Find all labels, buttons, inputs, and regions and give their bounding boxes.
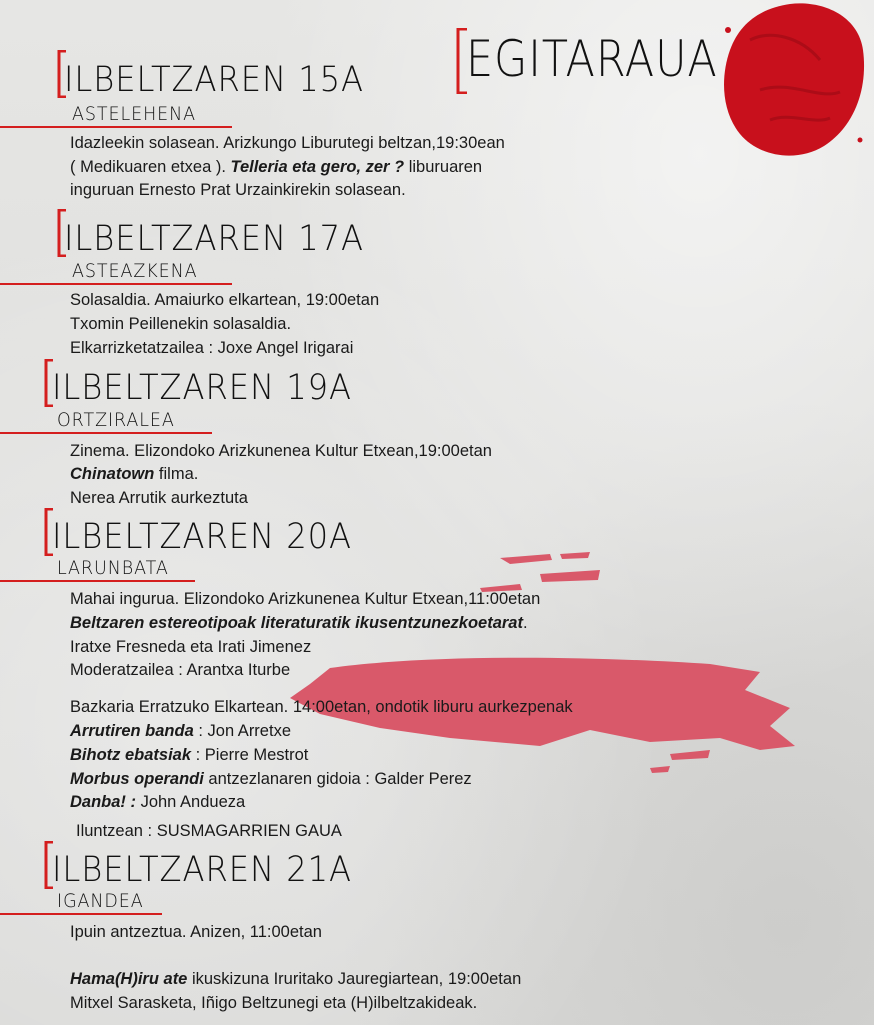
event-line: ( Medikuaren etxea ). Telleria eta gero, zer ? liburuaren [70,158,483,176]
date-heading: ILBELTZAREN 21A [52,850,352,890]
weekday-label: LARUNBATA [57,557,169,579]
event-line: Morbus operandi antzezlanaren gidoia : Galder Perez [70,770,472,788]
event-line: inguruan Ernesto Prat Urzainkirekin solasean. [70,181,406,199]
weekday-label: ORTZIRALEA [57,409,175,431]
date-heading: ILBELTZAREN 17A [64,219,364,259]
event-line: Mahai ingurua. Elizondoko Arizkunenea Kultur Etxean,11:00etan [70,590,541,608]
weekday-underline [0,126,232,128]
event-line: Idazleekin solasean. Arizkungo Liburutegi beltzan,19:30ean [70,134,505,152]
event-line: Iluntzean : SUSMAGARRIEN GAUA [76,822,342,840]
event-line: Ipuin antzeztua. Anizen, 11:00etan [70,923,322,941]
date-heading: ILBELTZAREN 19A [52,368,352,408]
event-line: Zinema. Elizondoko Arizkunenea Kultur Etxean,19:00etan [70,442,492,460]
weekday-underline [0,580,195,582]
event-line: Txomin Peillenekin solasaldia. [70,315,292,333]
weekday-label: ASTELEHENA [72,103,196,125]
event-line: Elkarrizketatzailea : Joxe Angel Irigarai [70,339,354,357]
weekday-label: IGANDEA [57,890,144,912]
event-line: Arrutiren banda : Jon Arretxe [70,722,291,740]
event-line: Bihotz ebatsiak : Pierre Mestrot [70,746,309,764]
event-line: Nerea Arrutik aurkeztuta [70,489,248,507]
page-title: EGITARAUA [466,30,718,88]
date-heading: ILBELTZAREN 15A [64,60,364,100]
red-ink-blot [720,0,865,160]
event-line: Hama(H)iru ate ikuskizuna Iruritako Jauregiartean, 19:00etan [70,970,522,988]
event-line: Bazkaria Erratzuko Elkartean. 14:00etan, ondotik liburu aurkezpenak [70,698,573,716]
event-line: Iratxe Fresneda eta Irati Jimenez [70,638,312,656]
paint-stroke-small [480,548,605,593]
event-line: Beltzaren estereotipoak literaturatik ikusentzunezkoetarat. [70,614,528,632]
weekday-label: ASTEAZKENA [72,260,198,282]
event-line: Moderatzailea : Arantxa Iturbe [70,661,291,679]
weekday-underline [0,913,162,915]
event-line: Danba! : John Andueza [70,793,246,811]
date-heading: ILBELTZAREN 20A [52,517,352,557]
weekday-underline [0,283,232,285]
weekday-underline [0,432,212,434]
event-line: Chinatown filma. [70,465,199,483]
event-line: Mitxel Sarasketa, Iñigo Beltzunegi eta (H)ilbeltzakideak. [70,994,478,1012]
event-line: Solasaldia. Amaiurko elkartean, 19:00etan [70,291,380,309]
